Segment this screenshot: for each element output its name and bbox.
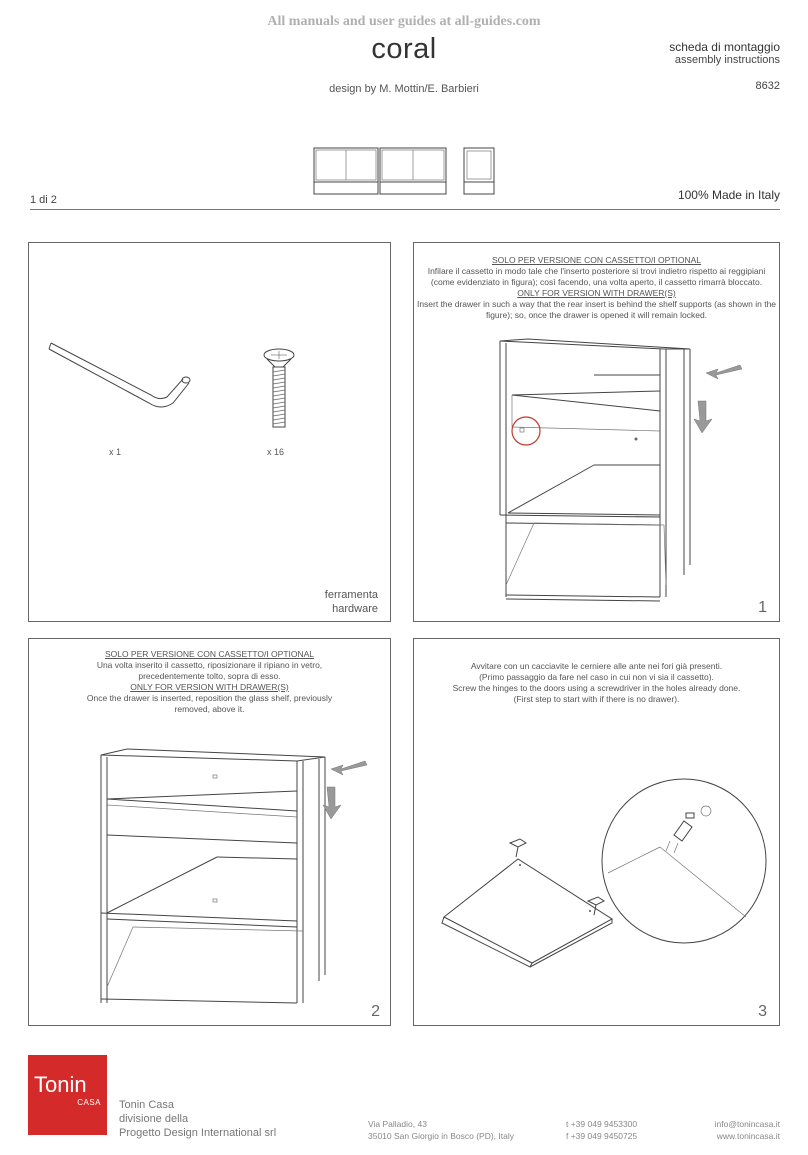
website-link[interactable]: www.tonincasa.it: [716, 1131, 780, 1141]
step2-text-en-1: Once the drawer is inserted, reposition the glass shelf, previously: [86, 693, 333, 703]
insert-arrow: [704, 361, 744, 383]
product-code: 8632: [755, 80, 780, 92]
logo-text: Tonin: [34, 1072, 87, 1097]
cabinet-shelf-illustration: [97, 747, 337, 1009]
step1-heading-it: SOLO PER VERSIONE CON CASSETTO/I OPTIONAL: [491, 255, 702, 265]
company-info: [119, 1098, 276, 1140]
step1-text-it-2: (come evidenziato in figura); così facendo, una volta aperto, il cassetto rimarrà bloccato.: [430, 277, 763, 287]
phone-number: t +39 049 9453300: [566, 1119, 638, 1129]
address: [368, 1118, 514, 1142]
tonin-logo: [28, 1055, 107, 1135]
product-title: coral: [371, 33, 437, 65]
step1-text-it-1: Infilare il cassetto in modo tale che l'inserto posteriore si trovi indietro rispetto ai reggipiani: [427, 266, 766, 276]
address-street: Via Palladio, 43: [368, 1119, 427, 1129]
step2-text-en-2: removed, above it.: [174, 704, 245, 714]
panel-step-1: [413, 242, 780, 622]
step2-heading-it: SOLO PER VERSIONE CON CASSETTO/I OPTIONAL: [104, 649, 315, 659]
down-arrow: [692, 399, 714, 435]
panel-step-3: [413, 638, 780, 1026]
fax-number: f +39 049 9450725: [566, 1131, 638, 1141]
address-city: 35010 San Giorgio in Bosco (PD), Italy: [368, 1131, 514, 1141]
contact-web: [715, 1118, 780, 1142]
product-thumbnails: [312, 146, 502, 196]
step1-heading-en: ONLY FOR VERSION WITH DRAWER(S): [517, 288, 676, 298]
contact-phones: [566, 1118, 637, 1142]
logo-subtext: CASA: [77, 1098, 101, 1107]
doc-type-it: scheda di montaggio: [669, 40, 780, 54]
panel-step-2: [28, 638, 391, 1026]
cabinet-drawer-illustration: [494, 335, 694, 605]
step1-number: 1: [758, 599, 767, 616]
step2-text-it-1: Una volta inserito il cassetto, riposizionare il ripiano in vetro,: [96, 660, 323, 670]
panel-hardware: [28, 242, 391, 622]
company-parent: Progetto Design International srl: [119, 1127, 277, 1139]
wrench-quantity: x 1: [109, 447, 122, 457]
allen-wrench-illustration: [47, 333, 197, 423]
header-divider: [30, 209, 780, 210]
page-number: 1 di 2: [30, 194, 57, 206]
step2-text-it-2: precedentemente tolto, sopra di esso.: [138, 671, 281, 681]
step2-number: 2: [371, 1003, 380, 1020]
hinge-detail-circle: [600, 777, 770, 947]
insert-arrow-2: [329, 757, 369, 779]
step3-text-en-2: (First step to start with if there is no drawer).: [513, 694, 680, 704]
step3-text-it-2: (Primo passaggio da fare nel caso in cui non vi sia il cassetto).: [479, 672, 714, 682]
watermark: All manuals and user guides at all-guides.com: [267, 14, 541, 29]
screw-illustration: [261, 347, 301, 437]
door-panel-illustration: [420, 835, 620, 965]
step3-text-en-1: Screw the hinges to the doors using a screwdriver in the holes already done.: [452, 683, 741, 693]
designer-credit: design by M. Mottin/E. Barbieri: [329, 83, 479, 95]
doc-type-en: assembly instructions: [674, 54, 780, 66]
email-link[interactable]: info@tonincasa.it: [714, 1119, 780, 1129]
step1-text-en-1: Insert the drawer in such a way that the rear insert is behind the shelf supports (as shown in the: [416, 299, 777, 309]
step1-text-en-2: figure); so, once the drawer is opened it will remain locked.: [485, 310, 708, 320]
screw-quantity: x 16: [267, 447, 285, 457]
made-in-italy: 100% Made in Italy: [677, 188, 780, 202]
company-division: divisione della: [119, 1113, 189, 1125]
step2-heading-en: ONLY FOR VERSION WITH DRAWER(S): [130, 682, 289, 692]
hardware-label-it: ferramenta: [324, 589, 378, 601]
down-arrow-2: [321, 785, 343, 821]
company-name: Tonin Casa: [119, 1099, 175, 1111]
hardware-label-en: hardware: [332, 603, 378, 615]
step3-number: 3: [758, 1003, 767, 1020]
step3-text-it-1: Avvitare con un cacciavite le cerniere alle ante nei fori già presenti.: [470, 661, 723, 671]
